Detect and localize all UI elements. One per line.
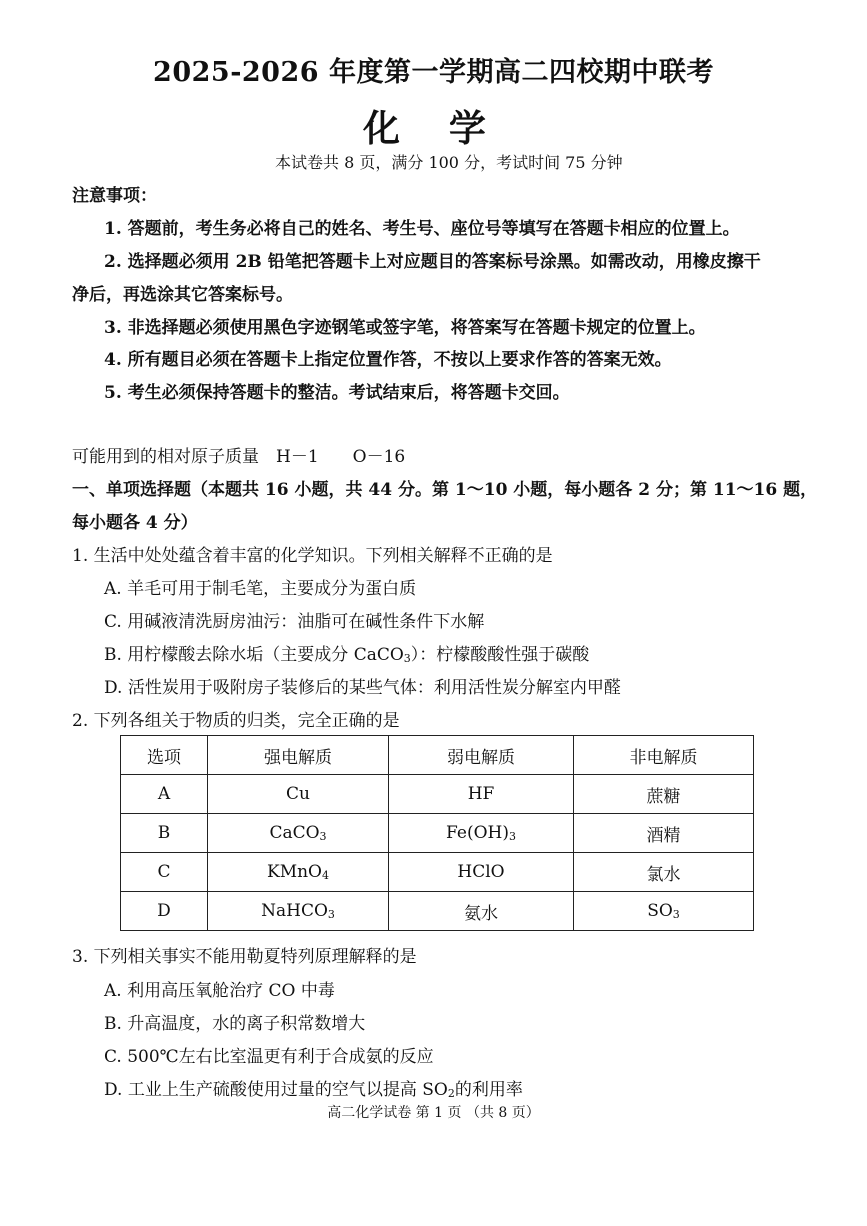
question-2-stem: 2. 下列各组关于物质的归类，完全正确的是 (72, 711, 400, 731)
atomic-mass-note: 可能用到的相对原子质量 H－1 O－16 (72, 447, 406, 467)
notice-item-4: 4. 所有题目必须在答题卡上指定位置作答，不按以上要求作答的答案无效。 (104, 350, 672, 370)
table-cell: $SO_3$ (574, 892, 754, 931)
question-1-option-c: C. 用碱液清洗厨房油污：油脂可在碱性条件下水解 (104, 612, 485, 632)
table-cell: A (121, 775, 208, 814)
table-cell: 蔗糖 (574, 775, 754, 814)
question-3-option-d: D. 工业上生产硫酸使用过量的空气以提高 $SO_2$的利用率 (104, 1080, 523, 1100)
table-cell: $Fe(OH)_3$ (389, 814, 574, 853)
table-row (121, 892, 754, 931)
question-3-stem: 3. 下列相关事实不能用勒夏特列原理解释的是 (72, 947, 417, 967)
table-cell: 氨水 (389, 892, 574, 931)
page-footer: 高二化学试卷 第 1 页 （共 8 页） (327, 1105, 540, 1121)
notice-heading: 注意事项： (72, 186, 157, 206)
table-header: 选项 (121, 736, 208, 775)
table-row (121, 853, 754, 892)
table-header: 弱电解质 (389, 736, 574, 775)
table-cell: NaHCO$_3$ (208, 892, 389, 931)
section-heading: 一、单项选择题（本题共 16 小题，共 44 分。第 1～10 小题，每小题各 2 分；第 11～16 题， (72, 480, 818, 500)
table-cell: B (121, 814, 208, 853)
table-cell: CaCO$_3$ (208, 814, 389, 853)
table-cell: C (121, 853, 208, 892)
notice-item-3: 3. 非选择题必须使用黑色字迹钢笔或签字笔，将答案写在答题卡规定的位置上。 (104, 318, 706, 338)
notice-item-2: 2. 选择题必须用 2B 铅笔把答题卡上对应题目的答案标号涂黑。如需改动，用橡皮擦干 (104, 252, 761, 272)
table-cell: HClO (389, 853, 574, 892)
section-heading-cont: 每小题各 4 分） (72, 513, 198, 533)
question-1-option-a: A. 羊毛可用于制毛笔，主要成分为蛋白质 (104, 579, 417, 599)
question-3-option-a: A. 利用高压氧舱治疗 CO 中毒 (104, 981, 335, 1001)
table-row (121, 814, 754, 853)
exam-title: 2025-2026 年度第一学期高二四校期中联考 (153, 57, 714, 88)
notice-item-2-cont: 净后，再选涂其它答案标号。 (72, 285, 293, 305)
exam-info: 本试卷共 8 页，满分 100 分，考试时间 75 分钟 (275, 153, 623, 172)
table-cell: KMnO$_4$ (208, 853, 389, 892)
question-3-option-b: B. 升高温度，水的离子积常数增大 (104, 1014, 366, 1034)
notice-item-5: 5. 考生必须保持答题卡的整洁。考试结束后，将答题卡交回。 (104, 383, 570, 403)
subject-title: 化 学 (363, 106, 504, 150)
table-header: 强电解质 (208, 736, 389, 775)
table-header-row (121, 736, 754, 775)
notice-item-1: 1. 答题前，考生务必将自己的姓名、考生号、座位号等填写在答题卡相应的位置上。 (104, 219, 740, 239)
table-cell: HF (389, 775, 574, 814)
table-cell: D (121, 892, 208, 931)
table-row (121, 775, 754, 814)
table-header: 非电解质 (574, 736, 754, 775)
table-cell: 酒精 (574, 814, 754, 853)
question-1-stem: 1. 生活中处处蕴含着丰富的化学知识。下列相关解释不正确的是 (72, 546, 553, 566)
table-cell: 氯水 (574, 853, 754, 892)
table-cell: Cu (208, 775, 389, 814)
question-1-option-b: B. 用柠檬酸去除水垢（主要成分 CaCO$_3$）：柠檬酸酸性强于碳酸 (104, 645, 590, 665)
question-1-option-d: D. 活性炭用于吸附房子装修后的某些气体：利用活性炭分解室内甲醛 (104, 678, 621, 698)
question-3-option-c: C. 500℃左右比室温更有利于合成氨的反应 (104, 1047, 434, 1067)
classification-table (120, 735, 754, 931)
